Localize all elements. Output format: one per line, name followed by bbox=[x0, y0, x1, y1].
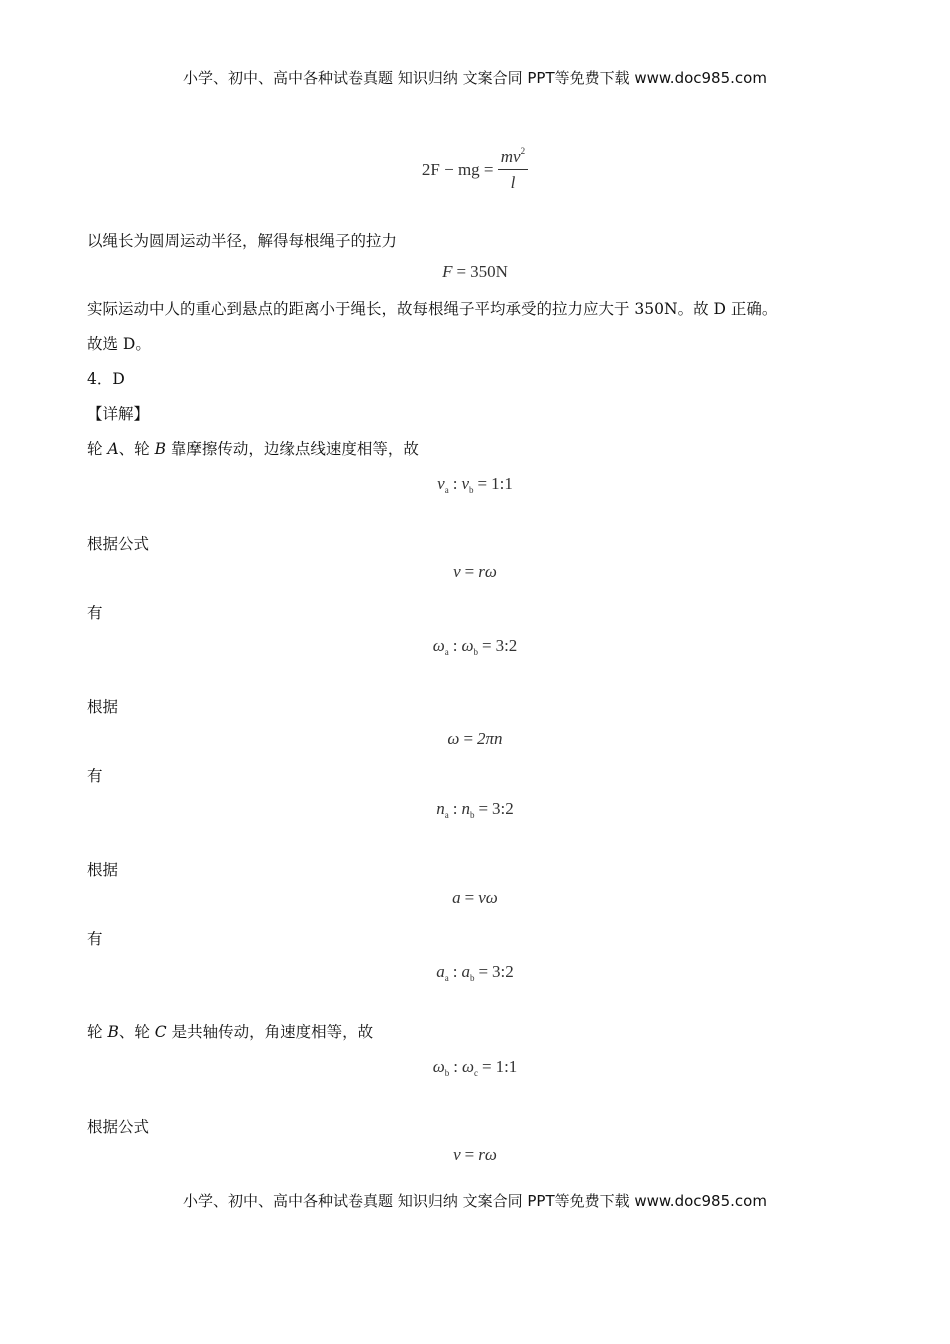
fraction bbox=[498, 146, 528, 193]
equation-a-v-omega: a = vω bbox=[452, 888, 498, 907]
equation-angular-speed-ratio: $\omega_a$ : $\omega_b$ = 3:2 bbox=[432, 636, 518, 657]
fraction-numerator: $mv^2$ bbox=[498, 146, 528, 170]
fraction-denominator: l bbox=[510, 173, 516, 192]
equation-linear-speed-ratio: $v_a$ : $v_b$ = 1:1 bbox=[437, 474, 513, 495]
paragraph-coaxial-drive: 轮 B、轮 C 是共轴传动，角速度相等，故 bbox=[87, 1023, 374, 1041]
paragraph-formula: 根据公式 bbox=[87, 1118, 150, 1136]
equation-omega-2pi-n: ω = 2πn bbox=[447, 729, 503, 748]
equation-v-r-omega: v = rω bbox=[453, 562, 497, 581]
paragraph-choice: 故选 D。 bbox=[87, 335, 151, 353]
equation-v-r-omega-2: v = rω bbox=[453, 1145, 497, 1164]
detail-heading: 【详解】 bbox=[87, 405, 150, 423]
paragraph-according: 根据 bbox=[87, 861, 119, 879]
equation-tension: F = 350N bbox=[442, 262, 508, 281]
paragraph-friction-drive: 轮 A、轮 B 靠摩擦传动，边缘点线速度相等，故 bbox=[87, 440, 419, 458]
paragraph-have: 有 bbox=[87, 930, 103, 948]
paragraph-have: 有 bbox=[87, 604, 103, 622]
header-banner: 小学、初中、高中各种试卷真题 知识归纳 文案合同 PPT等免费下载 www.doc985.com bbox=[183, 69, 767, 87]
paragraph-formula: 根据公式 bbox=[87, 535, 150, 553]
equation-lhs: 2F − mg = bbox=[421, 159, 494, 179]
equation-coaxial-omega-ratio: $\omega_b$ : $\omega_c$ = 1:1 bbox=[432, 1057, 518, 1078]
paragraph-have: 有 bbox=[87, 767, 103, 785]
paragraph-conclusion: 实际运动中人的重心到悬点的距离小于绳长，故每根绳子平均承受的拉力应大于 350N。故 D 正确。 bbox=[87, 300, 778, 318]
equation-acceleration-ratio: $a_a$ : $a_b$ = 3:2 bbox=[436, 962, 514, 983]
answer-number: 4．D bbox=[87, 370, 125, 388]
paragraph-radius: 以绳长为圆周运动半径，解得每根绳子的拉力 bbox=[87, 232, 398, 250]
equation-centripetal-force bbox=[0, 146, 950, 193]
footer-banner: 小学、初中、高中各种试卷真题 知识归纳 文案合同 PPT等免费下载 www.doc985.com bbox=[183, 1192, 767, 1210]
equation-rotation-speed-ratio: $n_a$ : $n_b$ = 3:2 bbox=[436, 799, 514, 820]
paragraph-according: 根据 bbox=[87, 698, 119, 716]
